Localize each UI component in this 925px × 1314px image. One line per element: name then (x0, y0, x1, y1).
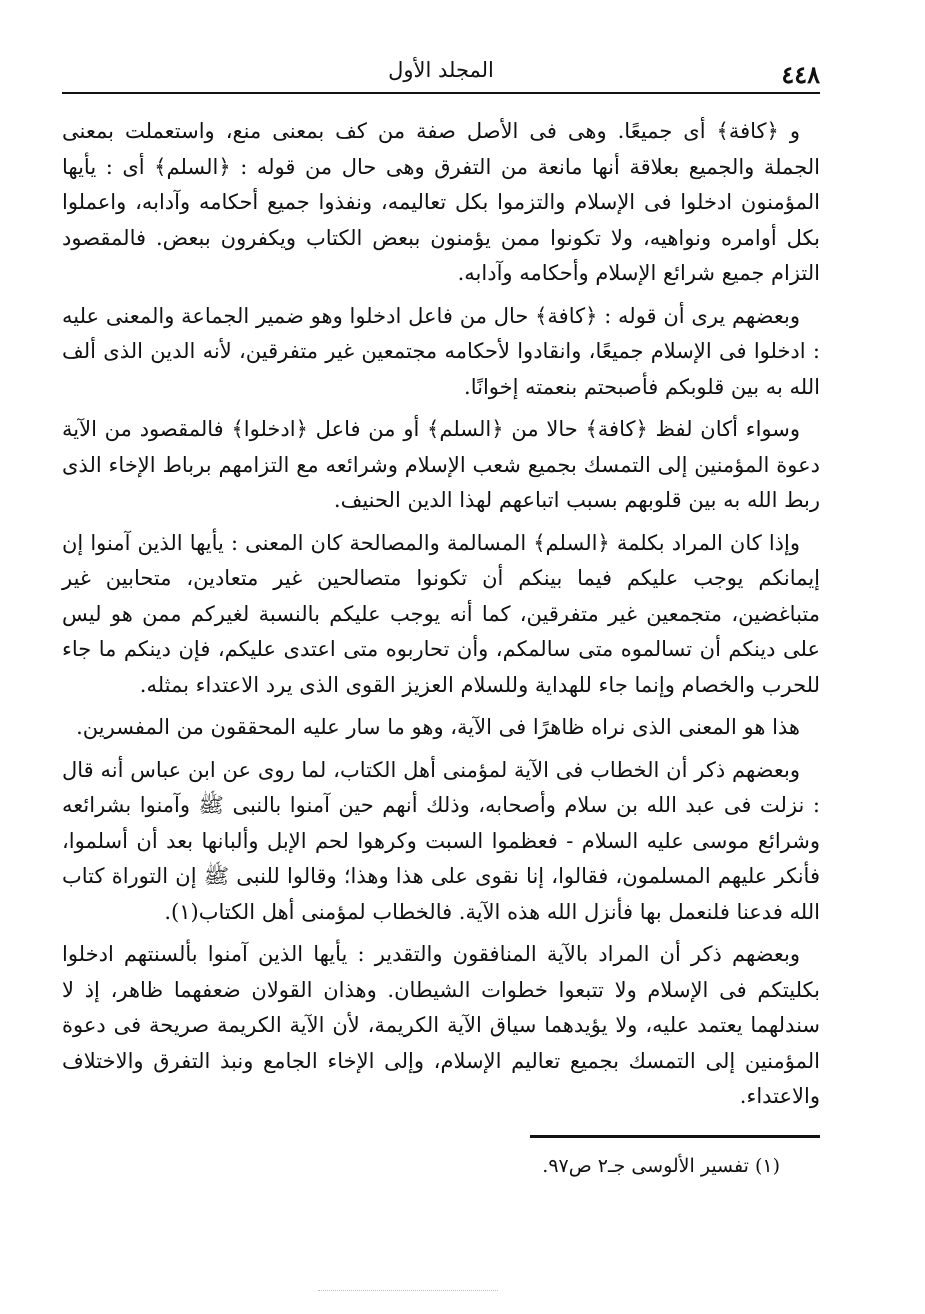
page-header (62, 48, 820, 92)
header-rule (62, 92, 820, 94)
paragraph-people-of-book: وبعضهم ذكر أن الخطاب فى الآية لمؤمنى أهل الكتاب، لما روى عن ابن عباس أنه قال : نزلت فى عبد الله بن سلام وأصحابه، وذلك أنهم حين آمنوا بالنبى ﷺ وآمنوا بشرائعه وشرائع موسى عليه السلام - فعظموا السبت وكرهوا لحم الإبل وألبانها بعد أن أسلموا، فأنكر عليهم المسلمون، فقالوا، إنا نقوى على هذا وهذا؛ وقالوا للنبى ﷺ إن التوراة كتاب الله فدعنا فلنعمل بها فأنزل الله هذه الآية. فالخطاب لمؤمنى أهل الكتاب(١). (62, 757, 820, 924)
book-page (62, 48, 820, 1180)
paragraph-kaffa-either: وسواء أكان لفظ ﴿كافة﴾ حالا من ﴿السلم﴾ أو من فاعل ﴿ادخلوا﴾ فالمقصود من الآية دعوة المؤمنين إلى التمسك بجميع شعب الإسلام وشرائعه مع التزامهم برباط الإخاء الذى ربط الله به بين قلوبهم بسبب اتباعهم لهذا الدين الحنيف. (62, 417, 820, 512)
paragraph-apparent-meaning: هذا هو المعنى الذى نراه ظاهرًا فى الآية، وهو ما سار عليه المحققون من المفسرين. (76, 715, 800, 739)
scan-artifact (318, 1290, 498, 1291)
page-number: ٤٤٨ (781, 60, 820, 89)
footnote-rule (530, 1135, 820, 1138)
footnote: (١) تفسير الألوسى جـ٢ ص٩٧. (542, 1154, 780, 1177)
running-title: المجلد الأول (388, 58, 494, 82)
paragraph-hypocrites: وبعضهم ذكر أن المراد بالآية المنافقون والتقدير : يأيها الذين آمنوا بألسنتهم ادخلوا بكليتكم فى الإسلام ولا تتبعوا خطوات الشيطان. وهذان القولان ضعفهما ظاهر، إذ لا سندلهما يعتمد عليه، ولا يؤيدهما سياق الآية الكريمة، لأن الآية الكريمة صريحة فى دعوة المؤمنين إلى التمسك بجميع تعاليم الإسلام، وإلى الإخاء الجامع ونبذ التفرق والاختلاف والاعتداء. (62, 942, 820, 1108)
body-text (62, 114, 820, 1115)
paragraph-kaffa-subject: وبعضهم يرى أن قوله : ﴿كافة﴾ حال من فاعل ادخلوا وهو ضمير الجماعة والمعنى عليه : ادخلوا فى الإسلام جميعًا، وانقادوا لأحكامه مجتمعين غير متفرقين، لأنه الدين الذى ألف الله به بين قلوبكم فأصبحتم بنعمته إخوانًا. (62, 303, 820, 399)
paragraph-silm-peace: وإذا كان المراد بكلمة ﴿السلم﴾ المسالمة والمصالحة كان المعنى : يأيها الذين آمنوا إن إيمانكم يوجب عليكم فيما بينكم أن تكونوا متصالحين غير متعادين، متحابين غير متباغضين، متجمعين غير متفرقين، كما أنه يوجب عليكم بالنسبة لغيركم ممن هو ليس على دينكم أن تسالموه متى سالمكم، وأن تحاربوه متى اعتدى عليكم، فإن دينكم ما جاء للحرب والخصام وإنما جاء للهداية وللسلام العزيز القوى الذى يرد الاعتداء بمثله. (62, 530, 820, 697)
paragraph-kaffa-meaning: و ﴿كافة﴾ أى جميعًا. وهى فى الأصل صفة من كف بمعنى منع، واستعملت بمعنى الجملة والجميع بعلاقة أنها مانعة من التفرق وهى حال من قوله : ﴿السلم﴾ أى : يأيها المؤمنون ادخلوا فى الإسلام والتزموا بكل تعاليمه، ونفذوا جميع أحكامه وآدابه، واعملوا بكل أوامره ونواهيه، ولا تكونوا ممن يؤمنون ببعض الكتاب ويكفرون ببعض. فالمقصود التزام جميع شرائع الإسلام وأحكامه وآدابه. (62, 119, 820, 285)
